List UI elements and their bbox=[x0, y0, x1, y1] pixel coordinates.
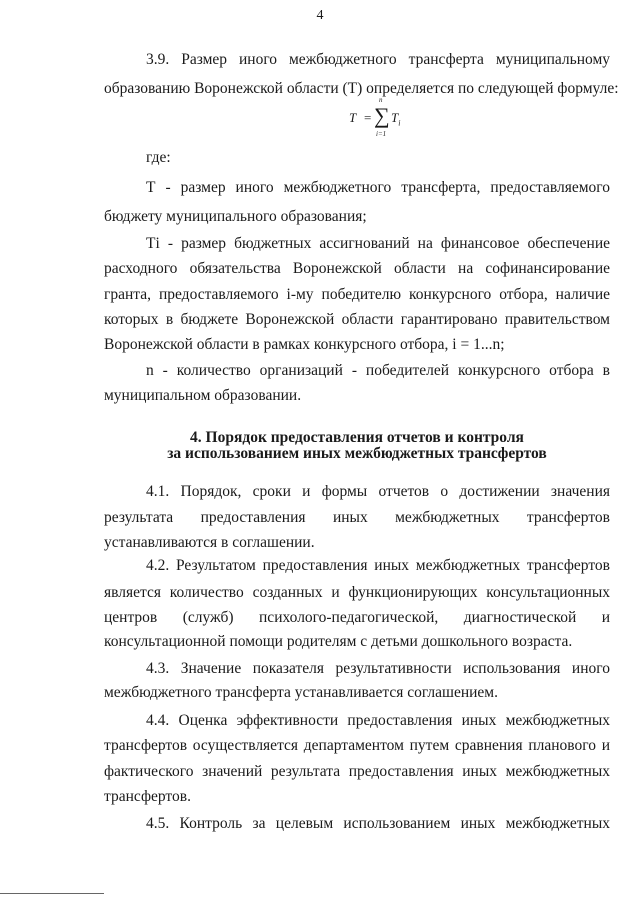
paragraph-4-1-line-3: устанавливаются в соглашении. bbox=[104, 534, 315, 551]
definition-t-line-1: Т - размер иного межбюджетного трансферта, предоставляемого bbox=[146, 179, 610, 196]
paragraph-4-3-line-2: межбюджетного трансферта устанавливается соглашением. bbox=[104, 684, 498, 701]
paragraph-4-4-line-4: трансфертов. bbox=[104, 788, 191, 805]
definition-t-line-2: бюджету муниципального образования; bbox=[104, 208, 367, 225]
formula-lhs: T bbox=[349, 110, 357, 125]
definition-ti-line-4: которых в бюджете Воронежской области гарантировано правительством bbox=[104, 311, 610, 328]
section-4-heading-line-1: 4. Порядок предоставления отчетов и контроля bbox=[190, 429, 524, 446]
paragraph-3-9-line-1: 3.9. Размер иного межбюджетного трансферта муниципальному bbox=[146, 51, 610, 68]
definition-ti-line-2: расходного обязательства Воронежской области на софинансирование bbox=[104, 260, 610, 277]
paragraph-3-9-line-2: образованию Воронежской области (Т) определяется по следующей формуле: bbox=[104, 80, 619, 97]
sum-upper-limit: n bbox=[379, 96, 383, 104]
paragraph-4-2-line-2: является количество созданных и функционирующих консультационных bbox=[104, 584, 610, 601]
sigma-symbol: ∑ bbox=[374, 103, 390, 128]
sum-lower-limit: i=1 bbox=[376, 130, 387, 138]
definition-ti-line-3: гранта, предоставляемого i-му победителю конкурсного отбора, наличие bbox=[104, 286, 610, 303]
paragraph-4-1-line-1: 4.1. Порядок, сроки и формы отчетов о достижении значения bbox=[146, 483, 610, 500]
formula-term: $T_i$ bbox=[391, 110, 401, 128]
section-4-heading-line-2: за использованием иных межбюджетных трансфертов bbox=[167, 445, 547, 462]
paragraph-4-2-line-4: консультационной помощи родителям с детьми дошкольного возраста. bbox=[104, 633, 573, 650]
paragraph-4-2-line-1: 4.2. Результатом предоставления иных межбюджетных трансфертов bbox=[146, 557, 610, 574]
paragraph-4-2-line-3: центров (служб) психолого-педагогической, диагностической и bbox=[104, 609, 610, 626]
definition-n-line-2: муниципальном образовании. bbox=[104, 387, 302, 404]
paragraph-4-4-line-2: трансфертов осуществляется департаментом путем сравнения планового и bbox=[104, 737, 610, 754]
definition-ti-line-1: Тi - размер бюджетных ассигнований на финансовое обеспечение bbox=[146, 235, 610, 252]
paragraph-4-5-line-1: 4.5. Контроль за целевым использованием иных межбюджетных bbox=[146, 815, 610, 832]
paragraph-4-4-line-1: 4.4. Оценка эффективности предоставления иных межбюджетных bbox=[146, 712, 610, 729]
scan-edge-line bbox=[0, 893, 104, 894]
paragraph-4-1-line-2: результата предоставления иных межбюджетных трансфертов bbox=[104, 509, 610, 526]
formula-equals: = bbox=[364, 110, 372, 125]
definition-ti-line-5: Воронежской области в рамках конкурсного отбора, i = 1...n; bbox=[104, 336, 505, 353]
where-label: где: bbox=[146, 149, 171, 166]
page-number: 4 bbox=[316, 8, 324, 23]
paragraph-4-4-line-3: фактического значений результата предоставления иных межбюджетных bbox=[104, 763, 610, 780]
sum-formula bbox=[349, 96, 429, 146]
paragraph-4-3-line-1: 4.3. Значение показателя результативности использования иного bbox=[146, 660, 610, 677]
definition-n-line-1: n - количество организаций - победителей конкурсного отбора в bbox=[146, 362, 610, 379]
